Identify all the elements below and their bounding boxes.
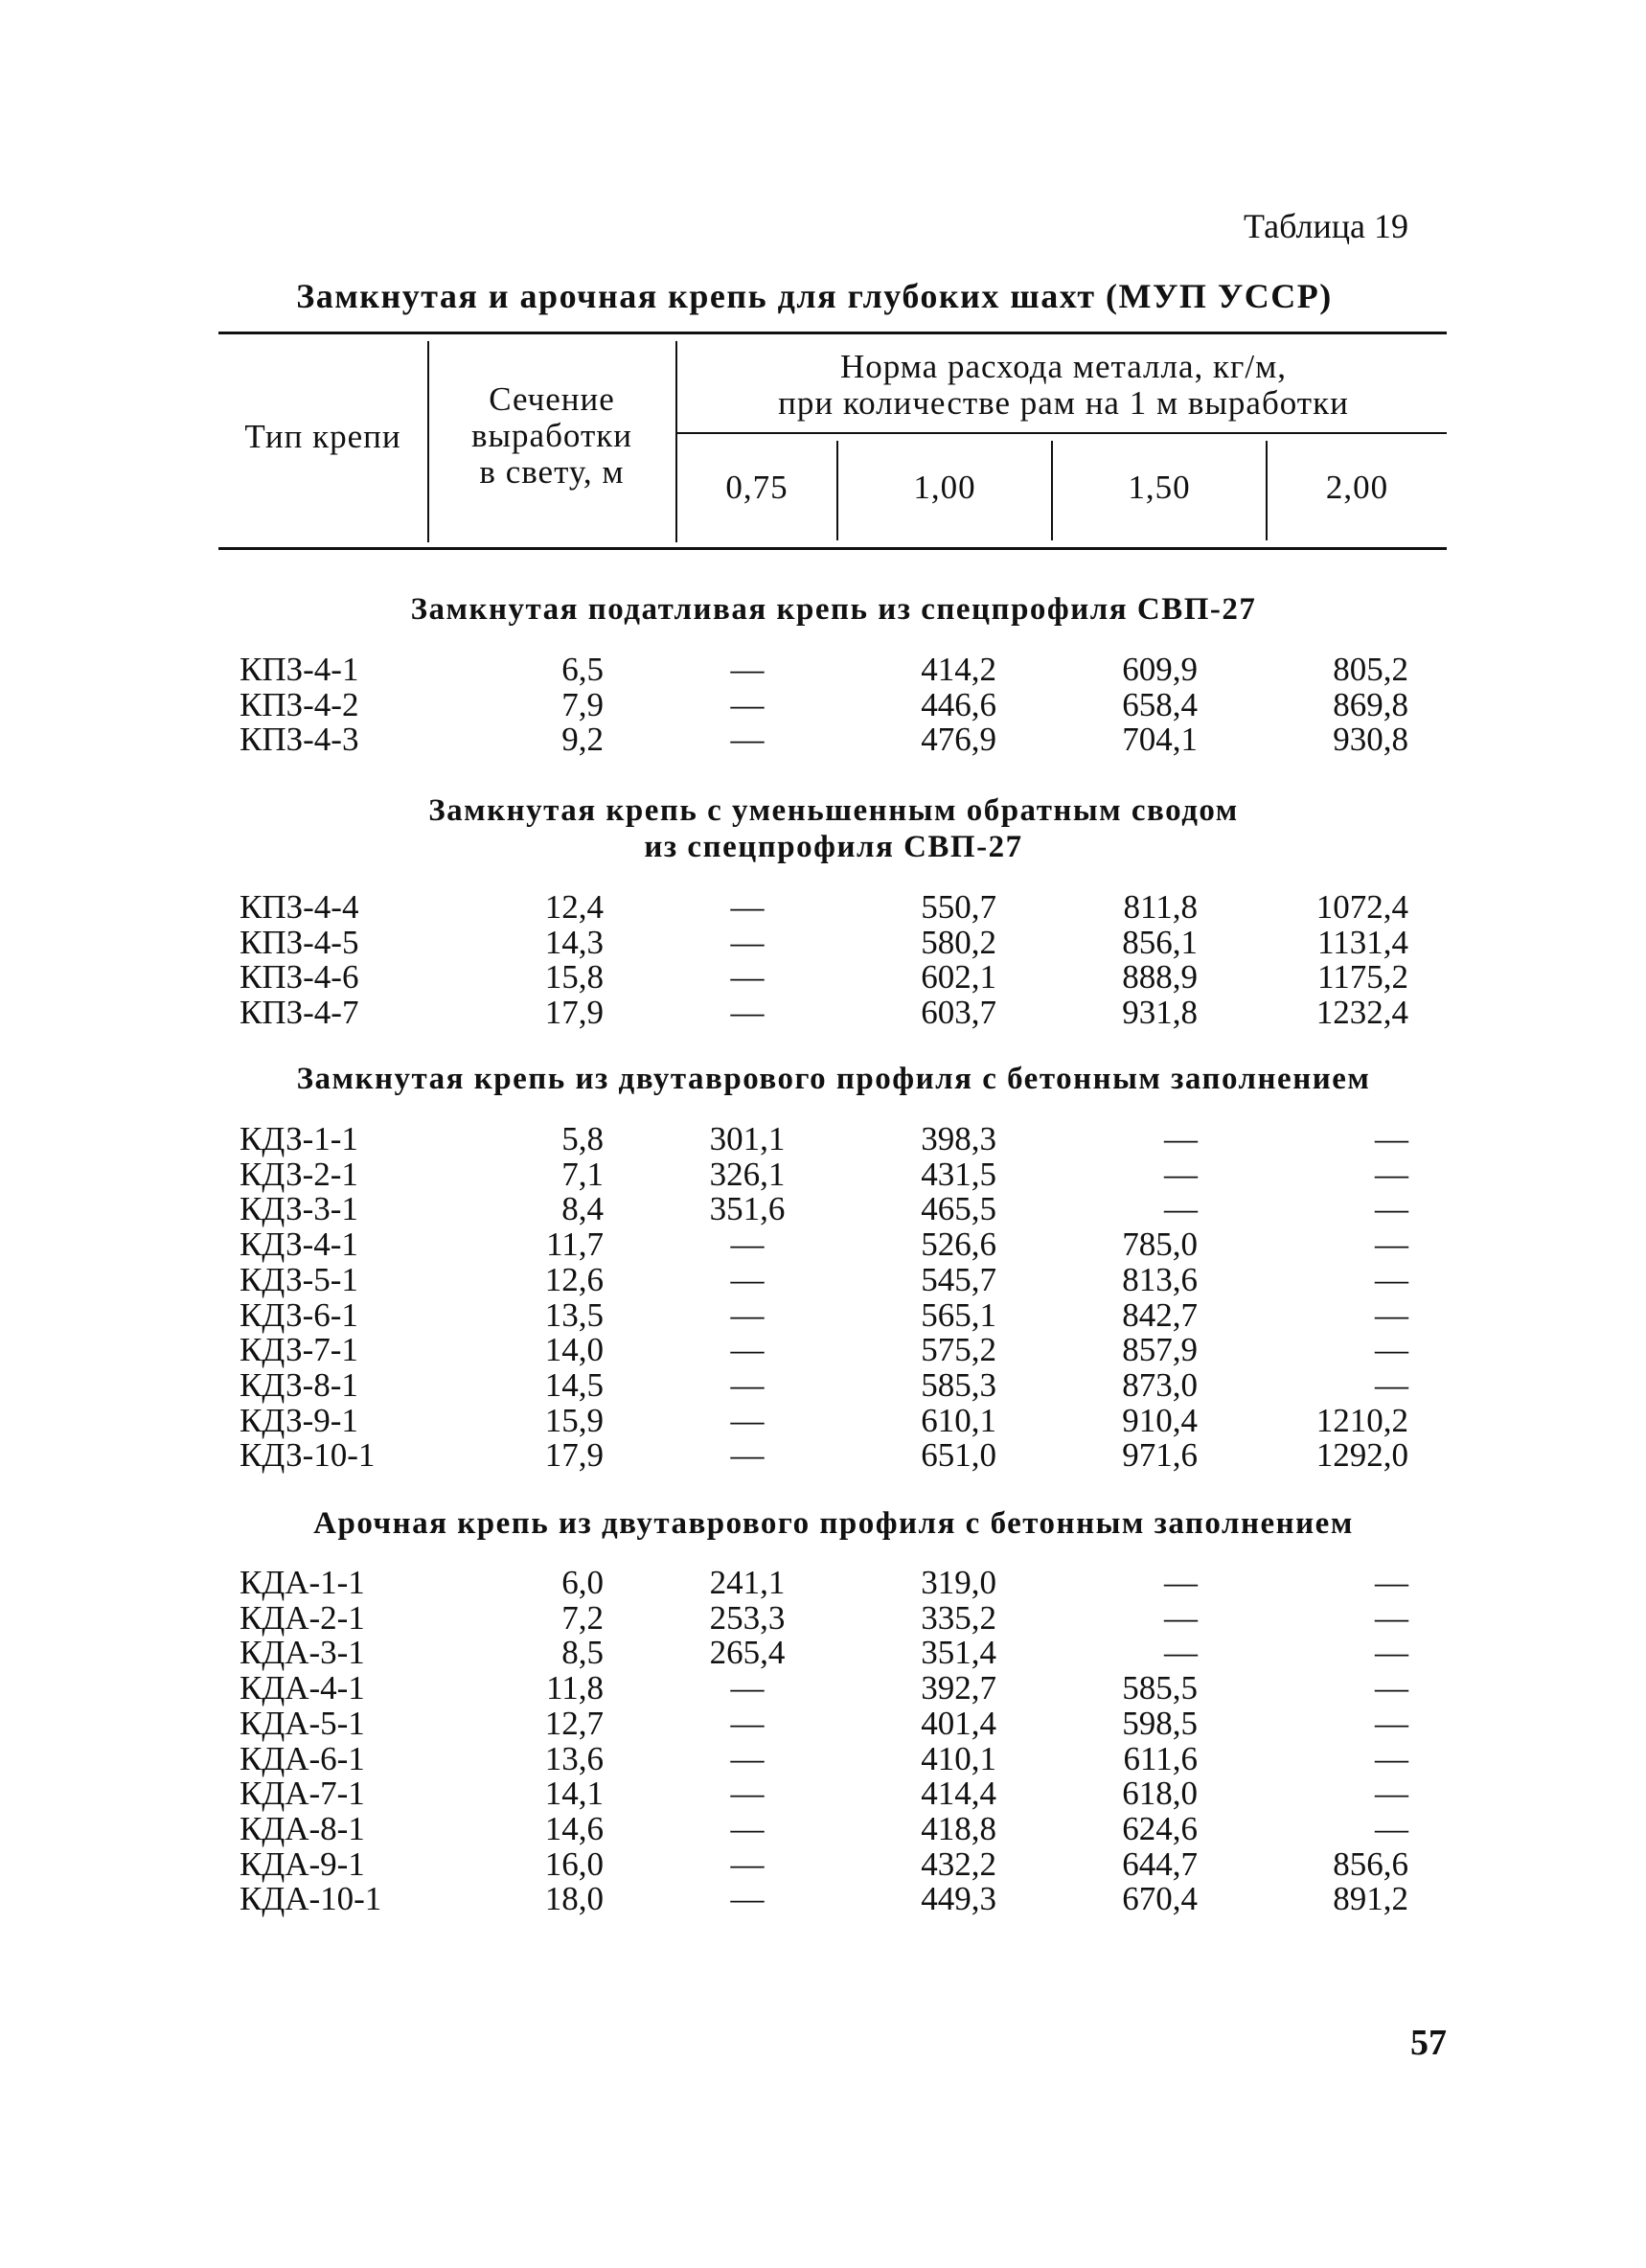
cell-norm-150: 670,4 xyxy=(1122,1880,1198,1918)
cell-norm-150: — xyxy=(1164,1190,1198,1228)
cell-norm-150: — xyxy=(1164,1634,1198,1672)
cell-norm-075: — xyxy=(730,994,765,1032)
header-frames-200: 2,00 xyxy=(1325,469,1389,506)
cell-norm-200: 1292,0 xyxy=(1315,1436,1408,1475)
cell-norm-100: 526,6 xyxy=(921,1226,996,1264)
cell-type: КДА-4-1 xyxy=(240,1669,365,1707)
cell-section: 7,2 xyxy=(561,1598,604,1637)
cell-norm-150: 931,8 xyxy=(1122,994,1198,1032)
table-row xyxy=(0,1775,1646,1812)
cell-section: 14,0 xyxy=(544,1331,604,1369)
cell-norm-075: 253,3 xyxy=(709,1598,786,1637)
cell-norm-150: — xyxy=(1164,1120,1198,1157)
cell-norm-150: 644,7 xyxy=(1122,1844,1198,1883)
cell-norm-200: 1232,4 xyxy=(1315,994,1408,1032)
cell-norm-100: 414,4 xyxy=(921,1775,996,1813)
table-row xyxy=(0,1741,1646,1777)
cell-norm-100: 565,1 xyxy=(921,1295,996,1334)
cell-type: КДА-5-1 xyxy=(240,1704,365,1742)
cell-norm-100: 545,7 xyxy=(921,1260,996,1298)
cell-norm-150: 624,6 xyxy=(1122,1809,1198,1847)
cell-norm-075: — xyxy=(730,1436,765,1475)
cell-norm-150: 704,1 xyxy=(1122,721,1198,759)
cell-norm-200: 1072,4 xyxy=(1315,888,1408,926)
header-mid-rule xyxy=(677,432,1447,434)
cell-norm-100: 410,1 xyxy=(921,1739,996,1777)
cell-type: КДА-10-1 xyxy=(240,1880,382,1918)
cell-norm-200: — xyxy=(1375,1120,1408,1157)
cell-norm-100: 414,2 xyxy=(921,651,996,688)
cell-norm-075: — xyxy=(730,1880,765,1918)
cell-norm-150: 971,6 xyxy=(1122,1436,1198,1475)
cell-section: 12,4 xyxy=(544,888,604,926)
cell-norm-200: — xyxy=(1375,1295,1408,1334)
cell-section: 12,7 xyxy=(544,1704,604,1742)
cell-type: КПЗ-4-6 xyxy=(240,958,359,997)
cell-norm-100: 602,1 xyxy=(921,958,996,997)
section-title-svp27: Замкнутая податливая крепь из спецпрофиля СВП-27 xyxy=(410,592,1257,627)
cell-norm-150: 813,6 xyxy=(1122,1260,1198,1298)
table-row xyxy=(0,1846,1646,1883)
cell-norm-100: 392,7 xyxy=(921,1669,996,1707)
cell-norm-075: — xyxy=(730,685,765,723)
cell-norm-150: 785,0 xyxy=(1122,1226,1198,1264)
table-title: Замкнутая и арочная крепь для глубоких шахт (МУП УССР) xyxy=(296,277,1333,315)
section-title-reduced-line1: Замкнутая крепь с уменьшенным обратным сводом xyxy=(428,793,1239,828)
cell-norm-075: — xyxy=(730,1331,765,1369)
cell-norm-200: — xyxy=(1375,1598,1408,1637)
cell-norm-100: 651,0 xyxy=(921,1436,996,1475)
table-label: Таблица 19 xyxy=(1244,207,1408,245)
cell-norm-100: 449,3 xyxy=(921,1880,996,1918)
cell-type: КПЗ-4-4 xyxy=(240,888,359,926)
cell-type: КДА-9-1 xyxy=(240,1844,365,1883)
cell-norm-075: 265,4 xyxy=(709,1634,786,1672)
table-row xyxy=(0,1635,1646,1671)
cell-type: КДА-6-1 xyxy=(240,1739,365,1777)
cell-norm-200: 1210,2 xyxy=(1315,1401,1408,1439)
cell-norm-200: 869,8 xyxy=(1333,685,1408,723)
header-type: Тип крепи xyxy=(244,418,401,455)
cell-norm-100: 335,2 xyxy=(921,1598,996,1637)
cell-norm-075: — xyxy=(730,958,765,997)
cell-type: КПЗ-4-3 xyxy=(240,721,359,759)
cell-norm-150: 873,0 xyxy=(1122,1365,1198,1404)
header-norm-line1: Норма расхода металла, кг/м, xyxy=(840,348,1287,385)
cell-norm-200: — xyxy=(1375,1226,1408,1264)
cell-norm-200: — xyxy=(1375,1331,1408,1369)
cell-norm-075: — xyxy=(730,1295,765,1334)
cell-norm-100: 319,0 xyxy=(921,1564,996,1601)
cell-norm-100: 351,4 xyxy=(921,1634,996,1672)
header-top-rule xyxy=(218,332,1447,334)
cell-norm-200: — xyxy=(1375,1669,1408,1707)
cell-section: 6,0 xyxy=(561,1564,604,1601)
cell-norm-150: 888,9 xyxy=(1122,958,1198,997)
header-section-line2: выработки xyxy=(471,417,632,454)
cell-section: 18,0 xyxy=(544,1880,604,1918)
cell-section: 14,1 xyxy=(544,1775,604,1813)
cell-norm-100: 418,8 xyxy=(921,1809,996,1847)
cell-type: КДЗ-8-1 xyxy=(240,1365,358,1404)
cell-norm-150: 856,1 xyxy=(1122,923,1198,961)
table-row xyxy=(0,1706,1646,1742)
cell-section: 13,6 xyxy=(544,1739,604,1777)
cell-norm-100: 550,7 xyxy=(921,888,996,926)
table-row xyxy=(0,1191,1646,1227)
table-row xyxy=(0,1332,1646,1368)
table-row xyxy=(0,995,1646,1031)
cell-type: КДА-2-1 xyxy=(240,1598,365,1637)
cell-norm-150: 811,8 xyxy=(1123,888,1198,926)
cell-norm-200: 891,2 xyxy=(1333,1880,1408,1918)
cell-norm-100: 401,4 xyxy=(921,1704,996,1742)
table-row xyxy=(0,925,1646,961)
section-title-kdz: Замкнутая крепь из двутаврового профиля с бетонным заполнением xyxy=(296,1062,1371,1096)
table-row xyxy=(0,1565,1646,1601)
cell-norm-150: 618,0 xyxy=(1122,1775,1198,1813)
cell-norm-150: 857,9 xyxy=(1122,1331,1198,1369)
table-row xyxy=(0,1121,1646,1157)
cell-norm-200: 805,2 xyxy=(1333,651,1408,688)
table-row xyxy=(0,889,1646,926)
cell-norm-200: 856,6 xyxy=(1333,1844,1408,1883)
cell-section: 17,9 xyxy=(544,994,604,1032)
cell-norm-200: — xyxy=(1375,1564,1408,1601)
cell-type: КДЗ-5-1 xyxy=(240,1260,358,1298)
cell-norm-200: — xyxy=(1375,1190,1408,1228)
cell-section: 14,6 xyxy=(544,1809,604,1847)
cell-norm-100: 465,5 xyxy=(921,1190,996,1228)
table-row xyxy=(0,1600,1646,1637)
header-section-line1: Сечение xyxy=(489,380,615,418)
table-row xyxy=(0,687,1646,723)
table-row xyxy=(0,1367,1646,1404)
cell-norm-075: — xyxy=(730,651,765,688)
header-norm-line2: при количестве рам на 1 м выработки xyxy=(778,384,1349,422)
cell-norm-075: — xyxy=(730,888,765,926)
cell-section: 14,5 xyxy=(544,1365,604,1404)
cell-norm-075: — xyxy=(730,1809,765,1847)
header-section-line3: в свету, м xyxy=(479,453,625,491)
cell-norm-150: — xyxy=(1164,1155,1198,1193)
cell-norm-100: 585,3 xyxy=(921,1365,996,1404)
cell-norm-100: 580,2 xyxy=(921,923,996,961)
cell-section: 8,4 xyxy=(561,1190,604,1228)
cell-norm-100: 575,2 xyxy=(921,1331,996,1369)
cell-type: КДЗ-1-1 xyxy=(240,1120,358,1157)
cell-type: КДА-7-1 xyxy=(240,1775,365,1813)
cell-norm-075: — xyxy=(730,1844,765,1883)
cell-norm-200: — xyxy=(1375,1775,1408,1813)
cell-norm-200: — xyxy=(1375,1634,1408,1672)
cell-section: 7,1 xyxy=(561,1155,604,1193)
cell-norm-075: 241,1 xyxy=(709,1564,786,1601)
cell-norm-075: 301,1 xyxy=(709,1120,786,1157)
cell-section: 15,9 xyxy=(544,1401,604,1439)
table-row xyxy=(0,1811,1646,1847)
cell-type: КДА-3-1 xyxy=(240,1634,365,1672)
cell-section: 14,3 xyxy=(544,923,604,961)
cell-norm-100: 431,5 xyxy=(921,1155,996,1193)
cell-norm-100: 432,2 xyxy=(921,1844,996,1883)
header-frames-100: 1,00 xyxy=(913,469,976,506)
table-row xyxy=(0,959,1646,996)
cell-norm-075: — xyxy=(730,1775,765,1813)
cell-norm-200: 930,8 xyxy=(1333,721,1408,759)
cell-norm-075: — xyxy=(730,1401,765,1439)
table-row xyxy=(0,722,1646,758)
cell-norm-200: — xyxy=(1375,1739,1408,1777)
cell-section: 11,7 xyxy=(546,1226,604,1264)
table-row xyxy=(0,652,1646,688)
cell-norm-150: 609,9 xyxy=(1122,651,1198,688)
cell-norm-075: — xyxy=(730,1226,765,1264)
cell-type: КДЗ-10-1 xyxy=(240,1436,376,1475)
cell-section: 12,6 xyxy=(544,1260,604,1298)
cell-norm-100: 398,3 xyxy=(921,1120,996,1157)
cell-section: 9,2 xyxy=(561,721,604,759)
cell-norm-100: 476,9 xyxy=(921,721,996,759)
header-bottom-rule xyxy=(218,547,1447,550)
cell-norm-200: — xyxy=(1375,1365,1408,1404)
table-row xyxy=(0,1670,1646,1707)
col-divider-section xyxy=(675,341,677,542)
section-title-reduced-line2: из спецпрофиля СВП-27 xyxy=(644,830,1023,864)
cell-section: 16,0 xyxy=(544,1844,604,1883)
cell-type: КДЗ-7-1 xyxy=(240,1331,358,1369)
cell-norm-075: 326,1 xyxy=(709,1155,786,1193)
cell-norm-100: 610,1 xyxy=(921,1401,996,1439)
table-row xyxy=(0,1297,1646,1334)
header-frames-150: 1,50 xyxy=(1128,469,1191,506)
cell-norm-150: 910,4 xyxy=(1122,1401,1198,1439)
section-title-kda: Арочная крепь из двутаврового профиля с бетонным заполнением xyxy=(313,1506,1354,1541)
cell-norm-075: — xyxy=(730,1365,765,1404)
cell-norm-100: 603,7 xyxy=(921,994,996,1032)
cell-norm-150: 598,5 xyxy=(1122,1704,1198,1742)
cell-norm-200: — xyxy=(1375,1260,1408,1298)
cell-section: 13,5 xyxy=(544,1295,604,1334)
cell-norm-075: — xyxy=(730,1260,765,1298)
cell-norm-075: — xyxy=(730,923,765,961)
cell-section: 6,5 xyxy=(561,651,604,688)
cell-norm-150: 611,6 xyxy=(1123,1739,1198,1777)
cell-type: КДЗ-9-1 xyxy=(240,1401,358,1439)
table-row xyxy=(0,1881,1646,1917)
col-divider-type xyxy=(427,341,429,542)
cell-norm-200: 1131,4 xyxy=(1317,923,1408,961)
cell-type: КДА-8-1 xyxy=(240,1809,365,1847)
cell-section: 7,9 xyxy=(561,685,604,723)
cell-norm-200: 1175,2 xyxy=(1317,958,1408,997)
table-row xyxy=(0,1226,1646,1263)
header-frames-075: 0,75 xyxy=(725,469,789,506)
cell-norm-075: — xyxy=(730,1739,765,1777)
cell-norm-075: — xyxy=(730,721,765,759)
cell-norm-150: — xyxy=(1164,1598,1198,1637)
table-row xyxy=(0,1157,1646,1193)
cell-section: 17,9 xyxy=(544,1436,604,1475)
cell-type: КПЗ-4-2 xyxy=(240,685,359,723)
cell-section: 5,8 xyxy=(561,1120,604,1157)
cell-norm-075: 351,6 xyxy=(709,1190,786,1228)
cell-norm-200: — xyxy=(1375,1704,1408,1742)
cell-norm-100: 446,6 xyxy=(921,685,996,723)
page-number: 57 xyxy=(1410,2023,1447,2063)
cell-type: КДА-1-1 xyxy=(240,1564,365,1601)
cell-type: КДЗ-3-1 xyxy=(240,1190,358,1228)
cell-type: КДЗ-6-1 xyxy=(240,1295,358,1334)
cell-type: КПЗ-4-5 xyxy=(240,923,359,961)
table-row xyxy=(0,1262,1646,1298)
cell-section: 11,8 xyxy=(546,1669,604,1707)
table-row xyxy=(0,1437,1646,1474)
cell-section: 15,8 xyxy=(544,958,604,997)
cell-section: 8,5 xyxy=(561,1634,604,1672)
cell-type: КДЗ-4-1 xyxy=(240,1226,358,1264)
cell-norm-150: — xyxy=(1164,1564,1198,1601)
cell-type: КПЗ-4-7 xyxy=(240,994,359,1032)
table-row xyxy=(0,1403,1646,1439)
cell-norm-150: 585,5 xyxy=(1122,1669,1198,1707)
cell-norm-150: 658,4 xyxy=(1122,685,1198,723)
cell-type: КДЗ-2-1 xyxy=(240,1155,358,1193)
cell-type: КПЗ-4-1 xyxy=(240,651,359,688)
cell-norm-075: — xyxy=(730,1669,765,1707)
cell-norm-075: — xyxy=(730,1704,765,1742)
cell-norm-200: — xyxy=(1375,1809,1408,1847)
cell-norm-200: — xyxy=(1375,1155,1408,1193)
cell-norm-150: 842,7 xyxy=(1122,1295,1198,1334)
